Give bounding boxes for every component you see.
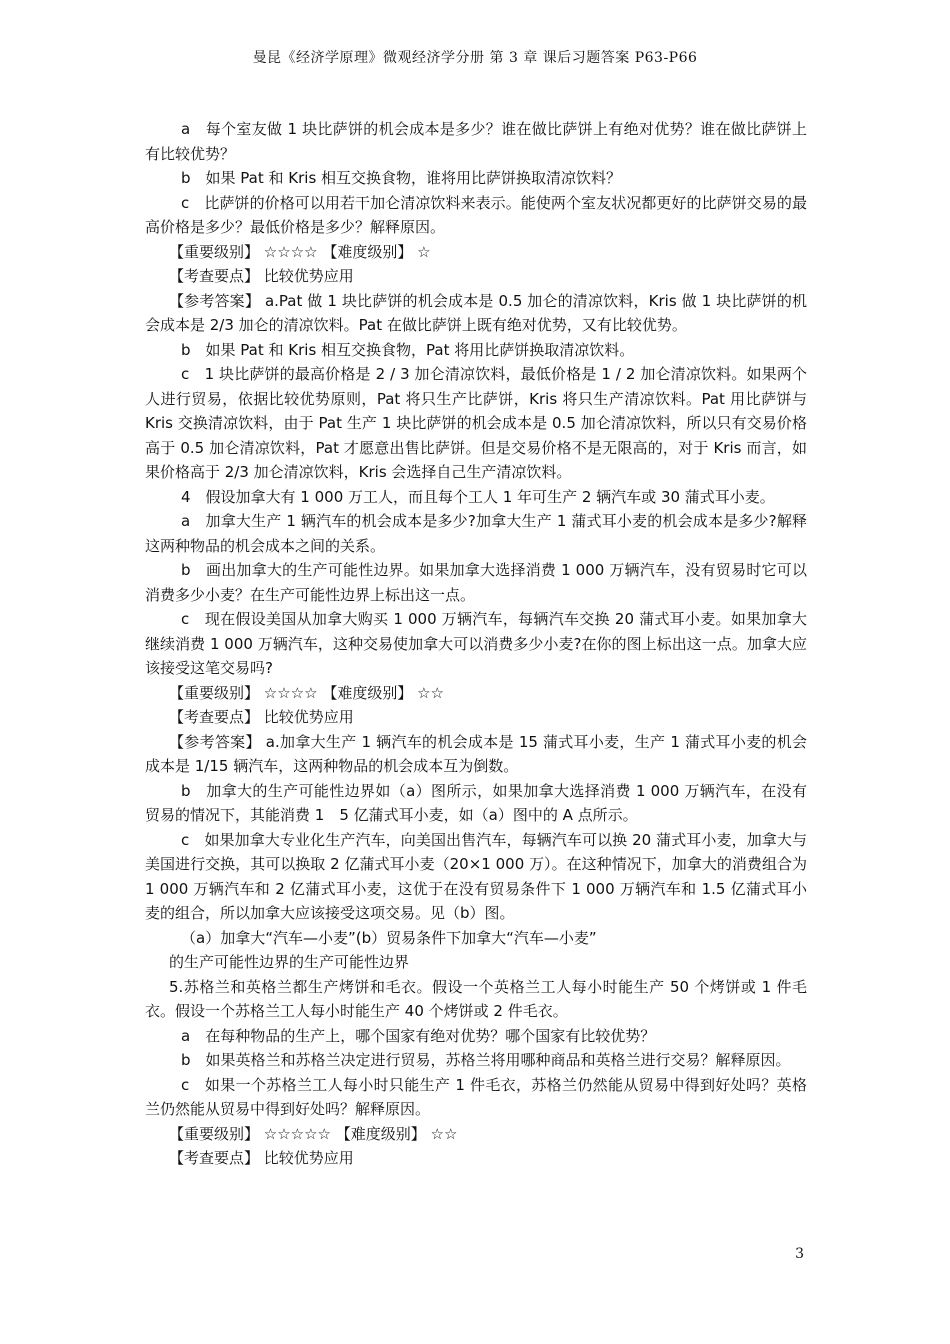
paragraph: 【重要级别】 ☆☆☆☆ 【难度级别】 ☆ [169, 242, 431, 261]
paragraph: 【参考答案】 a.加拿大生产 1 辆汽车的机会成本是 15 蒲式耳小麦，生产 1 蒲式耳小麦的机会成本是 1/15 辆汽车，这两种物品的机会成本互为倒数。 [145, 732, 807, 775]
paragraph: 4 假设加拿大有 1 000 万工人，而且每个工人 1 年可生产 2 辆汽车或 30 蒲式耳小麦。 [181, 487, 775, 506]
figure-caption: 的生产可能性边界的生产可能性边界 [169, 953, 410, 971]
paragraph: c 比萨饼的价格可以用若干加仑清凉饮料来表示。能使两个室友状况都更好的比萨饼交易的最高价格是多少？最低价格是多少？解释原因。 [145, 193, 807, 236]
paragraph: a 加拿大生产 1 辆汽车的机会成本是多少?加拿大生产 1 蒲式耳小麦的机会成本是多少?解释这两种物品的机会成本之间的关系。 [145, 512, 807, 555]
paragraph: 【参考答案】 a.Pat 做 1 块比萨饼的机会成本是 0.5 加仑的清凉饮料，Kris 做 1 块比萨饼的机会成本是 2/3 加仑的清凉饮料。Pat 在做比萨饼上既有绝对优势，又有比较优势。 [145, 291, 807, 334]
paragraph: c 如果加拿大专业化生产汽车，向美国出售汽车，每辆汽车可以换 20 蒲式耳小麦，加拿大与美国进行交换，其可以换取 2 亿蒲式耳小麦（20×1 000 万）。在这种情况下，加拿大的消费组合为 1 000 万辆汽车和 2 亿蒲式耳小麦，这优于在没有贸易条件下 1 000 万辆汽车和 1.5 亿蒲式耳小麦的组合，所以加拿大应该接受这项交易。见（b）图。 [145, 830, 812, 922]
paragraph: 【重要级别】 ☆☆☆☆☆ 【难度级别】 ☆☆ [169, 1124, 458, 1143]
paragraph: b 如果英格兰和苏格兰决定进行贸易，苏格兰将用哪种商品和英格兰进行交易？解释原因。 [181, 1051, 791, 1069]
paragraph: c 1 块比萨饼的最高价格是 2 / 3 加仑清凉饮料，最低价格是 1 / 2 加仑清凉饮料。如果两个人进行贸易，依据比较优势原则，Pat 将只生产比萨饼，Kris 将只生产清凉饮料。Pat 用比萨饼与 Kris 交换清凉饮料，由于 Pat 生产 1 块比萨饼的机会成本是 0.5 加仑清凉饮料，所以只有交易价格高于 0.5 加仑清凉饮料，Pat 才愿意出售比萨饼。但是交易价格不是无限高的，对于 Kris 而言，如果价格高于 2/3 加仑清凉饮料，Kris 会选择自己生产清凉饮料。 [145, 365, 812, 481]
page-header: 曼昆《经济学原理》微观经济学分册 第 3 章 课后习题答案 P63-P66 [252, 50, 698, 66]
paragraph: c 如果一个苏格兰工人每小时只能生产 1 件毛衣，苏格兰仍然能从贸易中得到好处吗？英格兰仍然能从贸易中得到好处吗？解释原因。 [145, 1075, 807, 1118]
document-body [145, 117, 812, 1171]
paragraph: 【重要级别】 ☆☆☆☆ 【难度级别】 ☆☆ [169, 683, 444, 702]
page-number: 3 [795, 1246, 804, 1262]
figure-caption: （a）加拿大“汽车—小麦”(b）贸易条件下加拿大“汽车—小麦” [181, 928, 597, 947]
paragraph: b 如果 Pat 和 Kris 相互交换食物，谁将用比萨饼换取清凉饮料？ [181, 169, 622, 187]
paragraph: b 画出加拿大的生产可能性边界。如果加拿大选择消费 1 000 万辆汽车，没有贸易时它可以消费多少小麦？在生产可能性边界上标出这一点。 [145, 561, 807, 604]
paragraph: a 每个室友做 1 块比萨饼的机会成本是多少？谁在做比萨饼上有绝对优势？谁在做比萨饼上有比较优势？ [145, 120, 807, 163]
paragraph: 【考查要点】 比较优势应用 [169, 708, 354, 726]
paragraph: b 加拿大的生产可能性边界如（a）图所示，如果加拿大选择消费 1 000 万辆汽车，在没有贸易的情况下，其能消费 1 5 亿蒲式耳小麦，如（a）图中的 A 点所示。 [145, 781, 807, 824]
paragraph: 【考查要点】 比较优势应用 [169, 1149, 354, 1167]
paragraph: b 如果 Pat 和 Kris 相互交换食物，Pat 将用比萨饼换取清凉饮料。 [181, 340, 635, 359]
paragraph: a 在每种物品的生产上，哪个国家有绝对优势？哪个国家有比较优势？ [181, 1026, 656, 1045]
paragraph: 【考查要点】 比较优势应用 [169, 267, 354, 285]
paragraph: c 现在假设美国从加拿大购买 1 000 万辆汽车，每辆汽车交换 20 蒲式耳小麦。如果加拿大继续消费 1 000 万辆汽车，这种交易使加拿大可以消费多少小麦?在你的图上标出这一点。加拿大应该接受这笔交易吗? [145, 610, 807, 677]
paragraph: 5.苏格兰和英格兰都生产烤饼和毛衣。假设一个英格兰工人每小时能生产 50 个烤饼或 1 件毛衣。假设一个苏格兰工人每小时能生产 40 个烤饼或 2 件毛衣。 [145, 977, 807, 1020]
